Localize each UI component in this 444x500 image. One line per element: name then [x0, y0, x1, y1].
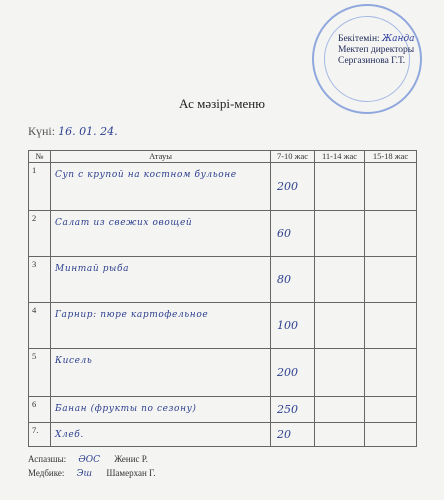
nurse-label: Медбике: [28, 468, 65, 478]
row-number: 6 [29, 397, 51, 423]
row-number: 4 [29, 303, 51, 349]
portion-11-14 [315, 397, 365, 423]
portion-7-10: 80 [271, 257, 315, 303]
portion-11-14 [315, 211, 365, 257]
portion-15-18 [365, 423, 417, 447]
cook-signature-line [28, 454, 148, 465]
table-row [29, 423, 417, 447]
header-number: № [29, 151, 51, 163]
date-label: Күні: [28, 124, 56, 138]
portion-7-10: 250 [271, 397, 315, 423]
table-row [29, 349, 417, 397]
menu-table [28, 150, 417, 447]
portion-11-14 [315, 303, 365, 349]
header-age-11-14: 11-14 жас [315, 151, 365, 163]
director-signature: Жанда [382, 34, 415, 44]
header-name: Атауы [51, 151, 271, 163]
portion-7-10: 100 [271, 303, 315, 349]
approval-position: Мектеп директоры [338, 45, 415, 55]
dish-name: Кисель [51, 349, 271, 397]
dish-name: Банан (фрукты по сезону) [51, 397, 271, 423]
portion-7-10: 60 [271, 211, 315, 257]
portion-11-14 [315, 257, 365, 303]
row-number: 1 [29, 163, 51, 211]
portion-11-14 [315, 423, 365, 447]
header-age-7-10: 7-10 жас [271, 151, 315, 163]
cook-signature: ӘОС [78, 455, 101, 465]
row-number: 2 [29, 211, 51, 257]
date-value: 16. 01. 24. [58, 125, 118, 138]
cook-label: Аспазшы: [28, 454, 67, 464]
portion-15-18 [365, 349, 417, 397]
table-row [29, 257, 417, 303]
portion-11-14 [315, 163, 365, 211]
table-row [29, 163, 417, 211]
row-number: 3 [29, 257, 51, 303]
dish-name: Хлеб. [51, 423, 271, 447]
portion-7-10: 200 [271, 349, 315, 397]
portion-15-18 [365, 397, 417, 423]
document-title: Ас мәзірі-меню [179, 96, 265, 111]
portion-11-14 [315, 349, 365, 397]
header-age-15-18: 15-18 жас [365, 151, 417, 163]
dish-name: Суп с крупой на костном бульоне [51, 163, 271, 211]
table-row [29, 211, 417, 257]
row-number: 7. [29, 423, 51, 447]
portion-15-18 [365, 211, 417, 257]
table-row [29, 397, 417, 423]
portion-7-10: 20 [271, 423, 315, 447]
cook-name: Женис Р. [114, 454, 148, 464]
approval-label: Бекітемін: [338, 34, 380, 44]
dish-name: Минтай рыба [51, 257, 271, 303]
portion-15-18 [365, 303, 417, 349]
portion-15-18 [365, 163, 417, 211]
nurse-signature-line [28, 468, 155, 479]
dish-name: Гарнир: пюре картофельное [51, 303, 271, 349]
approval-block [338, 34, 415, 67]
approval-director-name: Сергазинова Г.Т. [338, 56, 406, 66]
date-row [28, 124, 118, 139]
dish-name: Салат из свежих овощей [51, 211, 271, 257]
portion-15-18 [365, 257, 417, 303]
portion-7-10: 200 [271, 163, 315, 211]
nurse-signature: Эш [76, 469, 93, 479]
row-number: 5 [29, 349, 51, 397]
table-row [29, 303, 417, 349]
table-header-row [29, 151, 417, 163]
nurse-name: Шамерхан Г. [106, 468, 156, 478]
